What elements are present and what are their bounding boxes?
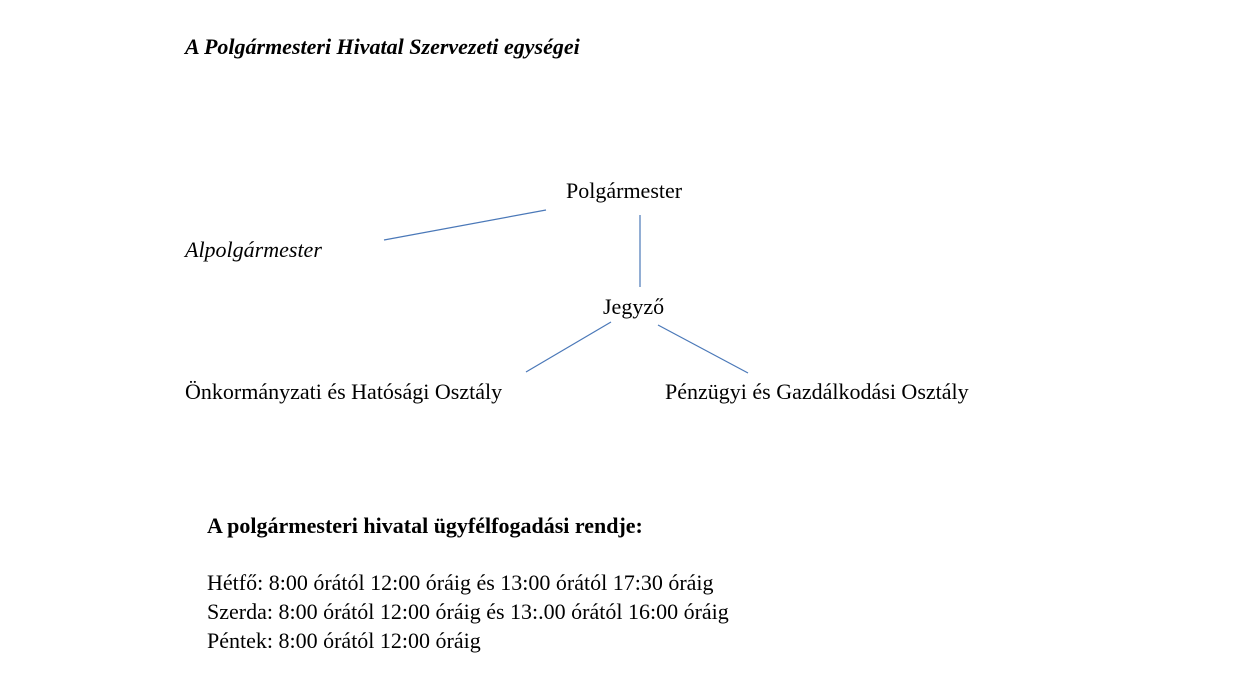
org-node-department-administration: Önkormányzati és Hatósági Osztály (185, 379, 503, 404)
connector-notary-right-dept (658, 325, 748, 373)
reception-hours-wednesday: Szerda: 8:00 órától 12:00 óráig és 13:.00 órától 16:00 óráig (207, 599, 729, 624)
reception-hours-heading: A polgármesteri hivatal ügyfélfogadási rendje: (207, 513, 643, 538)
org-node-deputy-mayor: Alpolgármester (185, 237, 322, 262)
org-node-notary: Jegyző (603, 294, 665, 319)
connector-notary-left-dept (526, 322, 611, 372)
reception-hours-friday: Péntek: 8:00 órától 12:00 óráig (207, 628, 481, 653)
org-node-mayor: Polgármester (566, 178, 683, 203)
org-node-department-finance: Pénzügyi és Gazdálkodási Osztály (665, 379, 969, 404)
reception-hours-monday: Hétfő: 8:00 órától 12:00 óráig és 13:00 órától 17:30 óráig (207, 570, 714, 595)
document-title: A Polgármesteri Hivatal Szervezeti egységei (185, 34, 580, 59)
connector-mayor-deputy (384, 210, 546, 240)
